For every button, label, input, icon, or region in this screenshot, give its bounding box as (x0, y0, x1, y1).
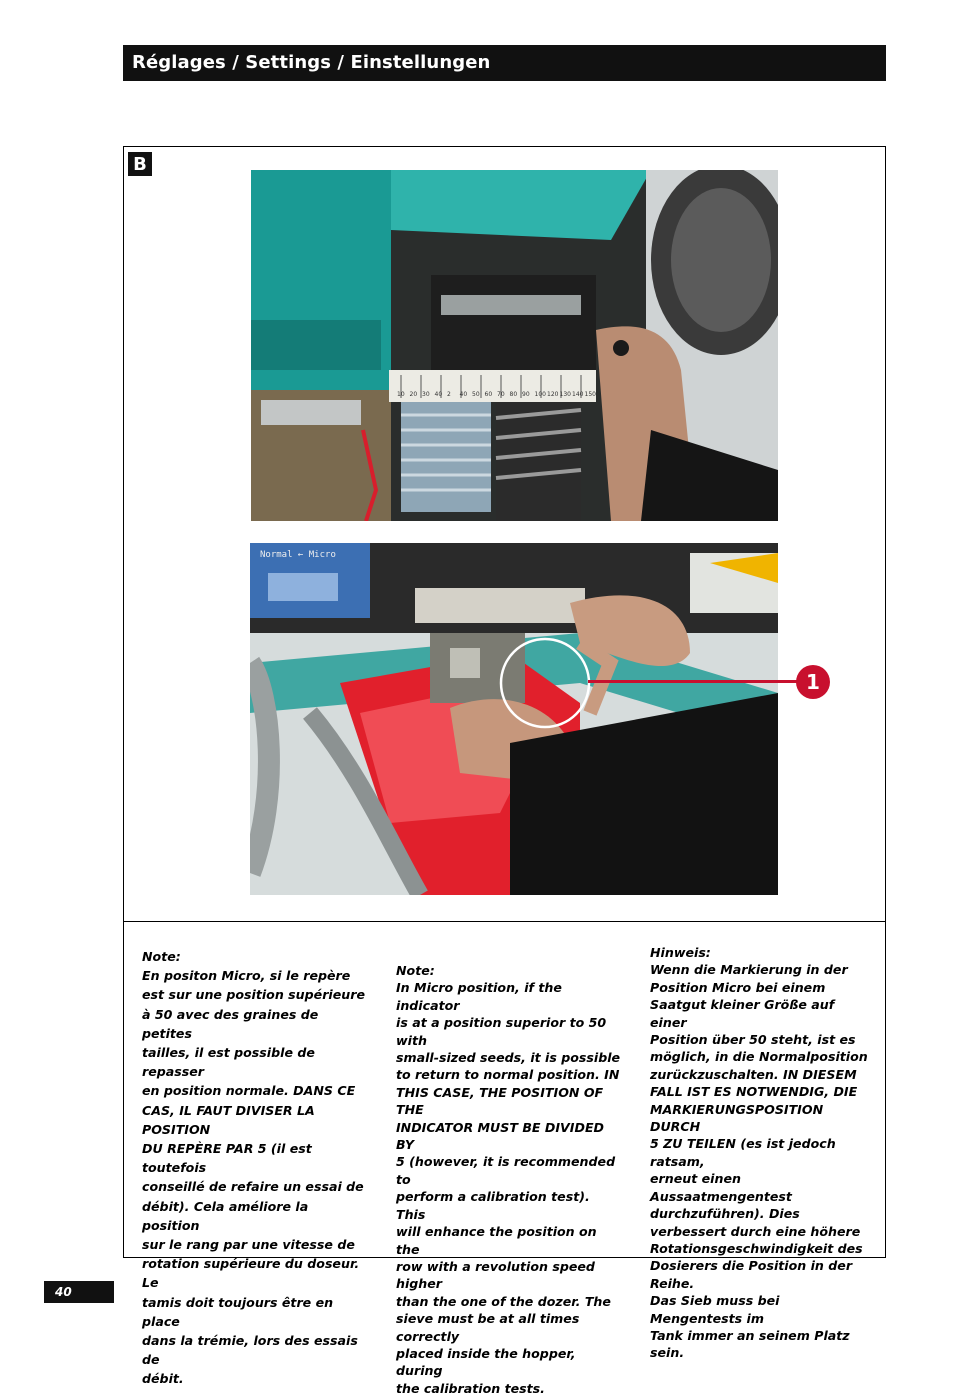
scale-label: 150 (584, 391, 596, 398)
scale-label: 100 (534, 391, 546, 398)
scale-label: 40 (434, 391, 443, 398)
photo-metering-scale (251, 170, 778, 521)
section-badge: B (128, 152, 152, 176)
scale-label: 120 (547, 391, 559, 398)
scale-label: 30 (422, 391, 430, 398)
note-english (396, 962, 621, 1397)
note-french-heading: Note: (142, 949, 181, 964)
scale-label: 70 (497, 391, 505, 398)
scale-label: 40 (459, 391, 468, 398)
callout-leader-line (588, 680, 798, 683)
selector-lever-illustration (250, 543, 778, 895)
photo-selector-lever (250, 543, 778, 895)
note-french-body: En positon Micro, si le repère est sur une position supérieure à 50 avec des graines de petites tailles, il est possible de repasser en position normale. DANS CE CAS, IL FAUT DIVISER LA POSITION DU REPÈRE PAR 5 (il est toutefois conseillé de refaire un essai de débit). Cela améliore la position sur le rang par une vitesse de rotation supérieure du doseur. Le tamis doit toujours être en place dans la trémie, lors des essais de débit. (142, 968, 365, 1387)
metering-scale-illustration (251, 170, 778, 521)
scale-label: 50 (472, 391, 480, 398)
scale-label: 10 (397, 391, 405, 398)
scale-label: 140 (572, 391, 584, 398)
scale-label: 80 (509, 391, 518, 398)
page-number: 40 (44, 1281, 114, 1303)
note-german-heading: Hinweis: (650, 945, 711, 960)
callout-marker-1: 1 (796, 665, 830, 699)
note-english-heading: Note: (396, 963, 435, 978)
scale-label: 130 (559, 391, 571, 398)
frame-divider (123, 921, 886, 922)
selector-label-text: Normal ← Micro (260, 550, 336, 560)
scale-label: 2 (447, 391, 451, 398)
scale-label: 90 (522, 391, 530, 398)
section-title: Réglages / Settings / Einstellungen (132, 52, 491, 73)
note-german (650, 944, 875, 1362)
scale-label: 20 (409, 391, 418, 398)
scale-label: 60 (484, 391, 493, 398)
note-english-body: In Micro position, if the indicator is at a position superior to 50 with small-sized seeds, it is possible to return to normal position. IN THIS CASE, THE POSITION OF THE INDICATOR MUST BE DIVIDED BY 5 (however, it is recommended to perform a calibration test). This will enhance the position on the row with a revolution speed higher than the one of the dozer. The sieve must be at all times correctly placed inside the hopper, during the calibration tests. (396, 980, 621, 1396)
note-german-body: Wenn die Markierung in der Position Micro bei einem Saatgut kleiner Größe auf einer Position über 50 steht, ist es möglich, in die Normalposition zurückzuschalten. IN DIESEM FALL IST ES NOTWENDIG, DIE MARKIERUNGSPOSITION DURCH 5 ZU TEILEN (es ist jedoch ratsam, erneut einen Aussaatmengentest durchzuführen). Dies verbessert durch eine höhere Rotationsgeschwindigkeit des Dosierers die Position in der Reihe. Das Sieb muss bei Mengentests im Tank immer an seinem Platz sein. (650, 962, 868, 1361)
section-header (123, 45, 886, 81)
note-french (142, 947, 367, 1389)
